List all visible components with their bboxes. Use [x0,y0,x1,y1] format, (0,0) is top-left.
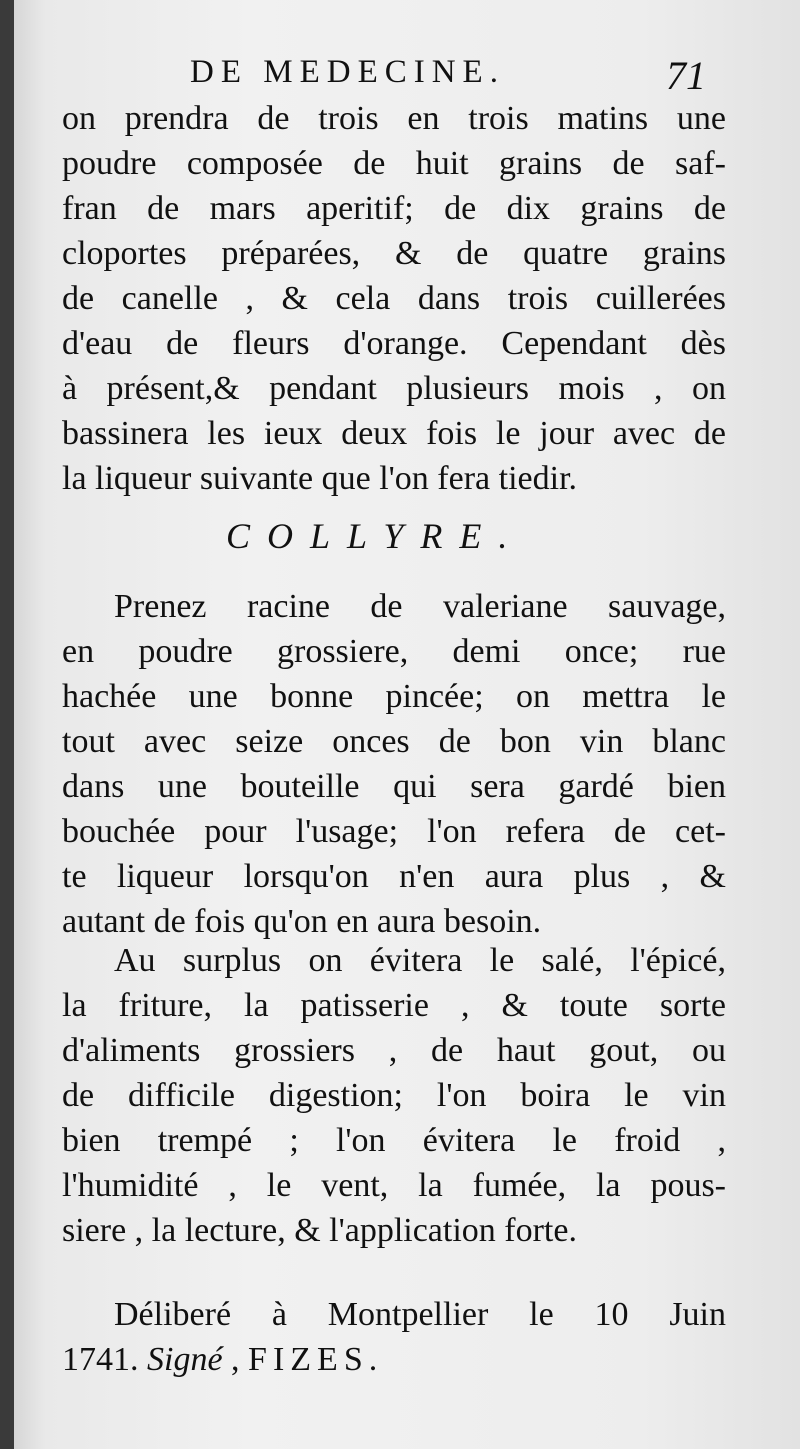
section-heading: COLLYRE. [226,516,525,556]
text-line: à présent,& pendant plusieurs mois , on [62,370,726,407]
text-line: bien trempé ; l'on évitera le froid , [62,1122,726,1159]
paragraph-prescription [62,96,726,501]
text-line: tout avec seize onces de bon vin blanc [62,723,726,760]
text-line: de canelle , & cela dans trois cuillerées [62,280,726,317]
text-line: dans une bouteille qui sera gardé bien [62,768,726,805]
text-line: on prendra de trois en trois matins une [62,100,726,137]
text-line: en poudre grossiere, demi once; rue [62,633,726,670]
signature-signed: Signé [147,1341,223,1378]
text-line: bassinera les ieux deux fois le jour avec de [62,415,726,452]
signature-name: FIZES. [248,1341,384,1378]
page-number: 71 [666,53,706,98]
signature-line [62,1337,726,1382]
text-line: l'humidité , le vent, la fumée, la pous- [62,1167,726,1204]
page-header [14,52,800,98]
text-line: fran de mars aperitif; de dix grains de [62,190,726,227]
text-line: hachée une bonne pincée; on mettra le [62,678,726,715]
text-line: Prenez racine de valeriane sauvage, [114,588,726,625]
running-title: DE MEDECINE. [190,54,505,90]
text-line: te liqueur lorsqu'on n'en aura plus , & [62,858,726,895]
text-line: la friture, la patisserie , & toute sorte [62,987,726,1024]
text-line: poudre composée de huit grains de saf- [62,145,726,182]
text-line: d'eau de fleurs d'orange. Cependant dès [62,325,726,362]
text-line: cloportes préparées, & de quatre grains [62,235,726,272]
signature-separator: , [231,1341,240,1378]
deliberation-line: Déliberé à Montpellier le 10 Juin [114,1296,726,1333]
text-line: siere , la lecture, & l'application forte. [62,1212,577,1249]
paragraph-diet [62,938,726,1253]
text-line: d'aliments grossiers , de haut gout, ou [62,1032,726,1069]
text-line: Au surplus on évitera le salé, l'épicé, [114,942,726,979]
signature-date: 1741. [62,1341,139,1378]
text-line: autant de fois qu'on en aura besoin. [62,903,542,940]
book-page [14,0,800,1449]
signature-block [62,1292,726,1382]
text-line: la liqueur suivante que l'on fera tiedir. [62,460,578,497]
text-line: bouchée pour l'usage; l'on refera de cet- [62,813,726,850]
text-line: de difficile digestion; l'on boira le vin [62,1077,726,1114]
paragraph-collyre [62,584,726,944]
